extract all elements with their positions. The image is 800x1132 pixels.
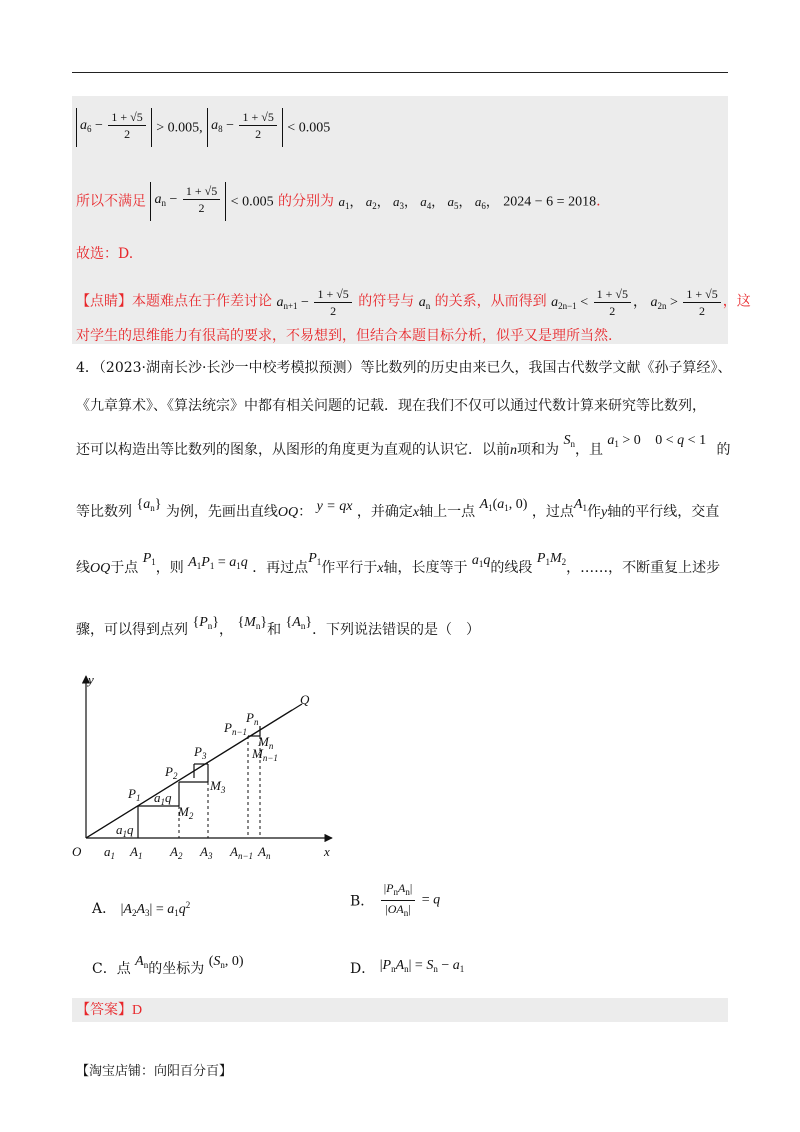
- svg-text:M3: $M_3$: [210, 778, 226, 795]
- header-rule: [72, 72, 728, 73]
- geometric-sequence-diagram: [70, 670, 350, 870]
- label-o: O: [72, 844, 82, 859]
- svg-text:An: $A_n$: [258, 844, 271, 861]
- svg-text:a1: $a_1$: [104, 844, 115, 861]
- svg-text:P1: $P_1$: [128, 786, 141, 803]
- svg-text:a1q: $a_1q$: [154, 790, 172, 807]
- option-b[interactable]: B． $\frac{|P_nA_n|}{|OA_n|}$ = q: [350, 881, 441, 918]
- svg-text:An−1: $A_{n-1}$: [230, 844, 254, 861]
- calc-text: 2024 − 6 = 2018: [503, 194, 597, 210]
- svg-text:Pn−1: $P_{n-1}$: [224, 720, 248, 737]
- label-y: y: [88, 672, 94, 687]
- staircase: [138, 726, 260, 838]
- question-line-5: 线OQ于点 $P_1$，则 $A_1P_1 = a_1q$ ．再过点$P_1$作平行于x轴，长度等于 $a_1q$的线段 $P_1M_2$，……，不断重复上述步: [76, 551, 721, 576]
- question-line-2: 《九章算术》、《算法统宗》中都有相关问题的记载．现在我们不仅可以通过代数计算来研究等比数列，: [76, 398, 706, 414]
- question-line-6: 骤，可以得到点列 $\{P_n\}$， $\{M_n\}$和 $\{A_n\}$．下列说法错误的是（ ）: [76, 615, 481, 638]
- question-line-4: 等比数列 $\{a_n\}$ 为例，先画出直线OQ： y = qx ，并确定x轴上一点 $A_1(a_1$, 0) ，过点$A_1$作y轴的平行线，交直: [76, 497, 720, 520]
- option-c[interactable]: C．点 $A_n$的坐标为 ($S_n$, 0): [92, 954, 244, 977]
- question-line-3: 还可以构造出等比数列的图象，从图形的角度更为直观的认识它．以前n项和为 $S_n$，且 $a_1 > 0$ 0 < q < 1 的: [76, 433, 731, 458]
- answer-box: [72, 998, 728, 1022]
- svg-text:Mn: $M_n$: [258, 734, 274, 751]
- svg-text:A3: $A_3$: [200, 844, 213, 861]
- svg-text:Mn−1: $M_{n-1}$: [252, 746, 278, 763]
- option-d[interactable]: D． $|P_nA_n| = S_n - a_1$: [350, 958, 465, 977]
- footer-text: 【淘宝店铺：向阳百分百】: [76, 1064, 233, 1079]
- svg-text:A1: $A_1$: [130, 844, 143, 861]
- answer-line: 【答案】D: [76, 1002, 143, 1018]
- choice-line: 故选：D.: [76, 246, 134, 262]
- svg-text:a1q: $a_1q$: [116, 822, 134, 839]
- tip-line-2: 对学生的思维能力有很高的要求，不易想到，但结合本题目标分析，似乎又是理所当然.: [76, 328, 613, 344]
- inequality-line: $a_6$ − $\frac{1 + √5}{2}$ > 0.005, $a_8$ − $\frac{1 + √5}{2}$ < 0.005: [76, 108, 330, 147]
- label-x: x: [324, 844, 330, 859]
- svg-text:P2: $P_2$: [165, 764, 178, 781]
- svg-text:A2: $A_2$: [170, 844, 183, 861]
- svg-text:Pn: $P_n$: [246, 710, 259, 727]
- conclusion-line: 所以不满足 $a_n$ − $\frac{1 + √5}{2}$ < 0.005 的分别为 $a_1$， $a_2$， $a_3$， $a_4$， $a_5$， $a_6$， 2024 − 6 = 2018.: [76, 182, 601, 221]
- tip-line: 【点睛】本题难点在于作差讨论 $a_{n+1}$ − $\frac{1 + √5}{2}$ 的符号与 $a_n$ 的关系，从而得到 $a_{2n-1}$ < $\frac{1 + √5}{2}$ ， $a_{2n}$ > $\frac{1 + √5}{2}$ ，这: [76, 287, 751, 318]
- svg-text:P3: $P_3$: [194, 744, 207, 761]
- label-q: Q: [300, 692, 310, 707]
- question-line-1: 4．（2023·湖南长沙·长沙一中校考模拟预测）等比数列的历史由来已久，我国古代数学文献《孙子算经》、: [76, 360, 732, 376]
- option-a[interactable]: A． $|A_2A_3| = a_1q^2$: [92, 900, 191, 918]
- svg-text:M2: $M_2$: [178, 804, 194, 821]
